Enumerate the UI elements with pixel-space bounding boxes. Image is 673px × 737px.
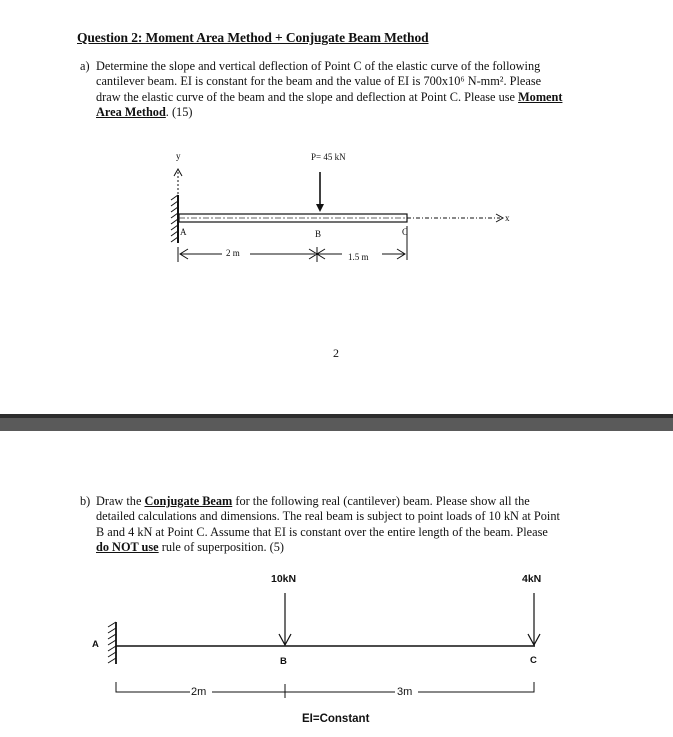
point-c-label: C [402, 227, 409, 237]
part-a-line2: cantilever beam. EI is constant for the beam and the value of EI is 700x10⁶ N-mm². Please [96, 74, 542, 89]
page-separator-edge [0, 414, 673, 418]
part-a-line1: Determine the slope and vertical deflection of Point C of the elastic curve of the following [96, 59, 541, 73]
point-c-b-label: C [530, 655, 537, 666]
point-b-b-label: B [280, 656, 287, 667]
load-c-arrowhead-icon [528, 634, 540, 645]
part-a-points: . (15) [165, 104, 193, 119]
part-b-line2: detailed calculations and dimensions. The real beam is subject to point loads of 10 kN at Point [96, 509, 560, 524]
part-b-term: Conjugate Beam [144, 494, 233, 508]
part-a-prefix: a) [80, 59, 90, 73]
part-a-method: Moment [518, 89, 563, 104]
question-title: Question 2: Moment Area Method + Conjugate Beam Method [77, 30, 429, 45]
part-b-line1-pre: Draw the [96, 494, 142, 508]
part-a-text [96, 59, 606, 120]
load-c-label: 4kN [522, 573, 542, 585]
dim-ab-label: 2 m [226, 248, 240, 258]
part-a-line3-wrap [96, 90, 606, 105]
part-b-do-not: do NOT use [96, 539, 159, 554]
dim-bc-b-label: 3m [397, 686, 413, 698]
part-b-text [96, 494, 606, 555]
load-p-label: P= 45 kN [311, 152, 346, 162]
part-b-line4-wrap [96, 540, 606, 555]
part-b-prefix: b) [80, 494, 91, 508]
dim-b-arrow-left-icon [309, 249, 317, 259]
fixed-support-hatch [171, 195, 178, 242]
x-axis-arrow-icon [496, 214, 503, 222]
part-b-line1-wrap [96, 494, 606, 509]
load-p-arrowhead-icon [316, 204, 324, 212]
dim-b-arrow-right-icon [317, 249, 325, 259]
part-a-method2: Area Method [96, 104, 166, 119]
load-b-label: 10kN [271, 573, 297, 585]
part-a-line3: draw the elastic curve of the beam and the slope and deflection at Point C. Please use [96, 89, 515, 104]
part-b-line4-post: rule of superposition. (5) [161, 539, 284, 554]
point-b-label: B [315, 229, 322, 239]
dim-left-arrow-icon [180, 249, 188, 259]
dim-ab-b-label: 2m [191, 686, 207, 698]
fixed-support-b-hatch [108, 622, 116, 663]
x-axis-label: x [505, 213, 510, 223]
part-a-line4-wrap [96, 105, 606, 120]
ei-constant-note: EI=Constant [302, 713, 370, 725]
beam-a [179, 214, 407, 222]
dim-b-end [528, 682, 534, 692]
y-axis-label: y [176, 151, 181, 161]
point-a-b-label: A [92, 639, 99, 650]
dim-b-start [116, 682, 122, 692]
part-b-line1-post: for the following real (cantilever) beam. Please show all the [235, 494, 530, 508]
point-a-label: A [180, 227, 187, 237]
y-axis-arrow-icon [174, 169, 182, 176]
page-number: 2 [333, 346, 339, 360]
load-b-arrowhead-icon [279, 634, 291, 645]
dim-bc-label: 1.5 m [348, 252, 369, 262]
part-b-line3: B and 4 kN at Point C. Assume that EI is constant over the entire length of the beam. Please [96, 524, 548, 539]
dim-right-arrow-icon [397, 249, 405, 259]
